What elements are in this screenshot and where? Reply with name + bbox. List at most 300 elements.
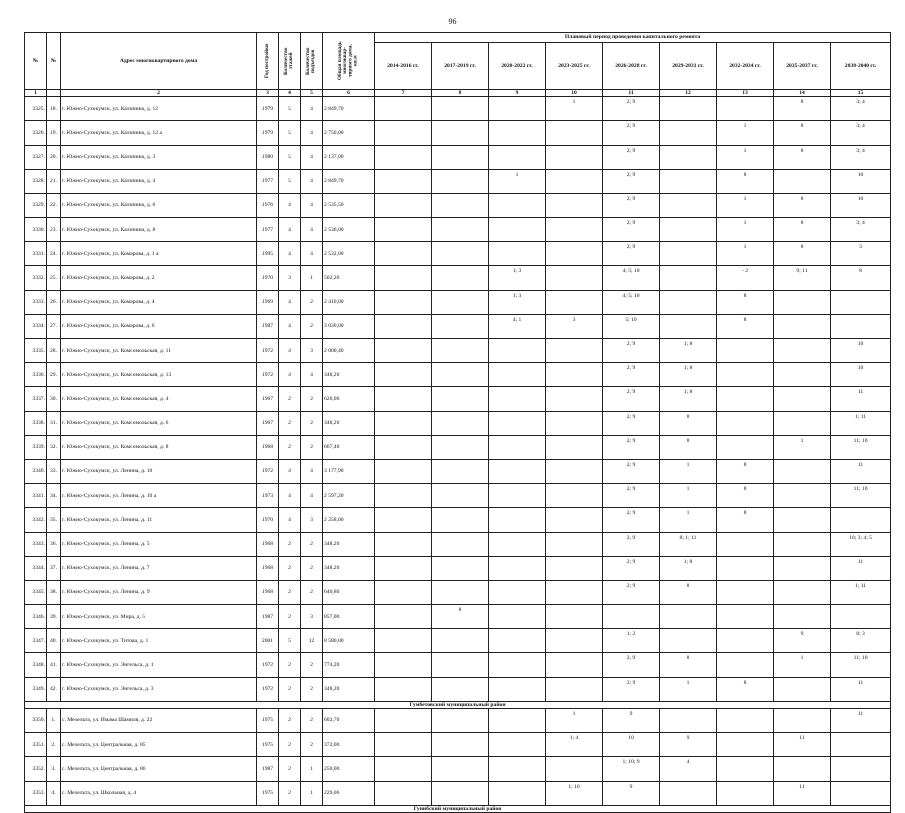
column-number: 15 xyxy=(831,90,891,97)
period-cell xyxy=(774,484,831,508)
period-cell xyxy=(774,363,831,387)
period-cell: 11; 10 xyxy=(831,435,891,459)
address-cell: г. Южно-Сухокумск, ул. Ленина, д. 5 xyxy=(61,532,257,556)
period-cell xyxy=(375,145,432,169)
period-cell xyxy=(489,411,546,435)
entrances-cell: 2 xyxy=(301,653,323,677)
period-cell xyxy=(717,733,774,757)
period-cell xyxy=(375,532,432,556)
period-cell xyxy=(660,629,717,653)
period-cell: 10 xyxy=(831,339,891,363)
year-cell: 1968 xyxy=(257,532,279,556)
floors-cell: 5 xyxy=(279,629,301,653)
area-cell: 2 849,70 xyxy=(323,97,375,121)
period-cell: 8 xyxy=(432,605,489,629)
period-cell xyxy=(489,121,546,145)
address-cell: с. Мехельта, ул. Имама Шамиля, д. 22 xyxy=(61,708,257,732)
row-local-number: 40. xyxy=(47,629,61,653)
period-cell: 1; 4 xyxy=(546,733,603,757)
period-cell xyxy=(432,781,489,805)
period-cell xyxy=(717,556,774,580)
row-local-number: 27. xyxy=(47,314,61,338)
row-number: 3348. xyxy=(25,653,47,677)
period-cell: 1; 3 xyxy=(489,266,546,290)
period-cell xyxy=(432,290,489,314)
period-cell: 4; 5; 10 xyxy=(603,266,660,290)
period-cell xyxy=(774,677,831,701)
table-row xyxy=(25,435,891,459)
header-num-local: № xyxy=(47,33,61,90)
period-cell: 8 xyxy=(774,145,831,169)
header-floors xyxy=(279,33,301,90)
period-cell xyxy=(489,218,546,242)
period-cell: 8 xyxy=(717,459,774,483)
address-cell: г. Южно-Сухокумск, ул. Ленина, д. 7 xyxy=(61,556,257,580)
area-cell: 372,00 xyxy=(323,733,375,757)
period-cell xyxy=(375,411,432,435)
period-cell xyxy=(375,629,432,653)
row-local-number: 41. xyxy=(47,653,61,677)
period-cell: 10 xyxy=(831,169,891,193)
year-cell: 1970 xyxy=(257,266,279,290)
address-cell: г. Южно-Сухокумск, ул. Калинина, д. 4 xyxy=(61,169,257,193)
period-cell: 2; 9 xyxy=(603,508,660,532)
period-cell xyxy=(546,411,603,435)
floors-cell: 2 xyxy=(279,757,301,781)
period-cell xyxy=(375,97,432,121)
column-number xyxy=(47,90,61,97)
entrances-cell: 4 xyxy=(301,169,323,193)
year-cell: 1987 xyxy=(257,757,279,781)
address-cell: г. Южно-Сухокумск, ул. Титова, д. 1 xyxy=(61,629,257,653)
area-cell: 2 532,00 xyxy=(323,242,375,266)
period-cell xyxy=(432,218,489,242)
year-cell: 1975 xyxy=(257,781,279,805)
header-period: 2038-2040 гг. xyxy=(831,43,891,90)
floors-cell: 4 xyxy=(279,242,301,266)
row-number: 3329. xyxy=(25,193,47,217)
floors-cell: 5 xyxy=(279,121,301,145)
period-cell: 1 xyxy=(717,193,774,217)
period-cell xyxy=(717,653,774,677)
year-cell: 1967 xyxy=(257,387,279,411)
entrances-cell: 1 xyxy=(301,266,323,290)
column-number: 9 xyxy=(489,90,546,97)
period-cell xyxy=(831,757,891,781)
column-number: 3 xyxy=(257,90,279,97)
address-cell: г. Южно-Сухокумск, ул. Ленина, д. 9 xyxy=(61,580,257,604)
entrances-cell: 4 xyxy=(301,193,323,217)
year-cell: 1977 xyxy=(257,169,279,193)
period-cell xyxy=(375,121,432,145)
period-cell xyxy=(546,121,603,145)
row-number: 3338. xyxy=(25,411,47,435)
period-cell xyxy=(717,387,774,411)
table-row xyxy=(25,339,891,363)
floors-cell: 2 xyxy=(279,532,301,556)
row-number: 3346. xyxy=(25,605,47,629)
row-local-number: 1. xyxy=(47,708,61,732)
area-cell: 774,20 xyxy=(323,653,375,677)
row-local-number: 22. xyxy=(47,193,61,217)
period-cell xyxy=(774,532,831,556)
period-cell xyxy=(375,556,432,580)
period-cell xyxy=(660,121,717,145)
period-cell: 3; 4 xyxy=(831,218,891,242)
period-cell xyxy=(717,97,774,121)
period-cell xyxy=(375,653,432,677)
period-cell xyxy=(432,339,489,363)
period-cell xyxy=(489,508,546,532)
year-cell: 1970 xyxy=(257,508,279,532)
header-num-total: № xyxy=(25,33,47,90)
area-cell: 2 000,40 xyxy=(323,339,375,363)
address-cell: г. Южно-Сухокумск, ул. Комарова, д. 6 xyxy=(61,314,257,338)
row-local-number: 3. xyxy=(47,757,61,781)
period-cell: 4 xyxy=(660,757,717,781)
section-gumbet xyxy=(25,701,891,708)
row-local-number: 30. xyxy=(47,387,61,411)
row-local-number: 20. xyxy=(47,145,61,169)
area-cell: 2 750,00 xyxy=(323,121,375,145)
period-cell: 9 xyxy=(660,733,717,757)
period-cell xyxy=(375,677,432,701)
period-cell xyxy=(375,218,432,242)
period-cell xyxy=(432,411,489,435)
row-number: 3349. xyxy=(25,677,47,701)
period-cell: 11 xyxy=(774,733,831,757)
entrances-cell: 3 xyxy=(301,605,323,629)
entrances-cell: 2 xyxy=(301,580,323,604)
period-cell xyxy=(432,387,489,411)
address-cell: г. Южно-Сухокумск, ул. Комсомольская, д. 11 xyxy=(61,339,257,363)
area-cell: 2 536,00 xyxy=(323,218,375,242)
address-cell: г. Южно-Сухокумск, ул. Калинина, д. 12 а xyxy=(61,121,257,145)
entrances-cell: 4 xyxy=(301,121,323,145)
period-cell: 2, 9 xyxy=(603,532,660,556)
period-cell xyxy=(546,339,603,363)
area-cell: 626,00 xyxy=(323,387,375,411)
period-cell: 3; 4 xyxy=(831,145,891,169)
table-row xyxy=(25,290,891,314)
period-cell: 8 xyxy=(660,411,717,435)
floors-cell: 2 xyxy=(279,435,301,459)
period-cell: 8 xyxy=(717,508,774,532)
year-cell: 1977 xyxy=(257,218,279,242)
period-cell xyxy=(375,290,432,314)
row-local-number: 35. xyxy=(47,508,61,532)
floors-cell: 2 xyxy=(279,580,301,604)
area-cell: 857,00 xyxy=(323,605,375,629)
period-cell xyxy=(432,653,489,677)
period-cell xyxy=(489,387,546,411)
address-cell: г. Южно-Сухокумск, ул. Комарова, д. 4 xyxy=(61,290,257,314)
table-row xyxy=(25,781,891,805)
table-row xyxy=(25,145,891,169)
period-cell xyxy=(660,290,717,314)
floors-cell: 2 xyxy=(279,708,301,732)
header-period: 2020-2022 гг. xyxy=(489,43,546,90)
period-cell: 1 xyxy=(546,708,603,732)
year-cell: 1987 xyxy=(257,605,279,629)
entrances-cell: 1 xyxy=(301,781,323,805)
entrances-cell: 4 xyxy=(301,484,323,508)
address-cell: г. Южно-Сухокумск, ул. Ленина, д. 11 xyxy=(61,508,257,532)
row-number: 3333. xyxy=(25,290,47,314)
period-cell xyxy=(717,411,774,435)
period-cell: 1; 8 xyxy=(660,556,717,580)
column-number: 4 xyxy=(279,90,301,97)
period-cell xyxy=(432,459,489,483)
header-period: 2029-2031 гг. xyxy=(660,43,717,90)
period-cell xyxy=(774,290,831,314)
area-cell: 2 597,20 xyxy=(323,484,375,508)
header-period: 2032-2034 гг. xyxy=(717,43,774,90)
period-cell: 11; 10 xyxy=(831,484,891,508)
period-cell: 8 xyxy=(774,121,831,145)
period-cell xyxy=(660,145,717,169)
column-number: 10 xyxy=(546,90,603,97)
period-cell: 1; 10; 9 xyxy=(603,757,660,781)
period-cell: 3 xyxy=(546,314,603,338)
column-number-row xyxy=(25,90,891,97)
floors-cell: 5 xyxy=(279,169,301,193)
period-cell: 2, 9 xyxy=(603,653,660,677)
period-cell xyxy=(432,97,489,121)
entrances-cell: 2 xyxy=(301,314,323,338)
period-cell xyxy=(774,508,831,532)
row-number: 3337. xyxy=(25,387,47,411)
table-row xyxy=(25,97,891,121)
period-cell: 11 xyxy=(831,556,891,580)
period-cell: 1; 8 xyxy=(660,339,717,363)
floors-cell: 2 xyxy=(279,733,301,757)
period-cell xyxy=(489,145,546,169)
period-cell xyxy=(375,508,432,532)
entrances-cell: 4 xyxy=(301,218,323,242)
row-number: 3343. xyxy=(25,532,47,556)
row-number: 3342. xyxy=(25,508,47,532)
period-cell xyxy=(774,580,831,604)
period-cell: 2; 9 xyxy=(603,484,660,508)
row-number: 3336. xyxy=(25,363,47,387)
period-cell: 8 xyxy=(774,242,831,266)
floors-cell: 4 xyxy=(279,484,301,508)
row-local-number: 2. xyxy=(47,733,61,757)
period-cell xyxy=(489,733,546,757)
period-cell xyxy=(831,290,891,314)
year-cell: 2001 xyxy=(257,629,279,653)
period-cell: 11 xyxy=(831,677,891,701)
period-cell: 8; 1; 11 xyxy=(660,532,717,556)
row-number: 3352. xyxy=(25,757,47,781)
year-cell: 1980 xyxy=(257,145,279,169)
period-cell xyxy=(375,242,432,266)
row-local-number: 26. xyxy=(47,290,61,314)
header-area xyxy=(323,33,375,90)
table-body-gumbet xyxy=(25,708,891,805)
row-number: 3334. xyxy=(25,314,47,338)
period-cell xyxy=(432,532,489,556)
period-cell: 10 xyxy=(603,733,660,757)
row-number: 3326. xyxy=(25,121,47,145)
floors-cell: 5 xyxy=(279,145,301,169)
year-cell: 1987 xyxy=(257,314,279,338)
year-cell: 1975 xyxy=(257,708,279,732)
address-cell: г. Южно-Сухокумск, ул. Комарова, д. 2 xyxy=(61,266,257,290)
period-cell: 1 xyxy=(546,97,603,121)
period-cell xyxy=(432,193,489,217)
period-cell: 2; 9 xyxy=(603,363,660,387)
header-period: 2017-2019 гг. xyxy=(432,43,489,90)
row-number: 3339. xyxy=(25,435,47,459)
address-cell: с. Мехельта, ул. Центральная, д. 86 xyxy=(61,757,257,781)
period-cell xyxy=(774,757,831,781)
address-cell: г. Южно-Сухокумск, ул. Калинина, д. 6 xyxy=(61,193,257,217)
floors-cell: 4 xyxy=(279,508,301,532)
period-cell xyxy=(660,781,717,805)
period-cell xyxy=(489,242,546,266)
period-cell xyxy=(717,580,774,604)
row-local-number: 31. xyxy=(47,411,61,435)
period-cell xyxy=(432,121,489,145)
table-row xyxy=(25,757,891,781)
period-cell: 8 xyxy=(717,677,774,701)
floors-cell: 2 xyxy=(279,387,301,411)
period-cell xyxy=(831,733,891,757)
area-cell: 250,00 xyxy=(323,757,375,781)
period-cell: 8 xyxy=(774,97,831,121)
row-number: 3325. xyxy=(25,97,47,121)
period-cell xyxy=(432,733,489,757)
table-row xyxy=(25,363,891,387)
period-cell xyxy=(489,556,546,580)
entrances-cell: 2 xyxy=(301,435,323,459)
entrances-cell: 2 xyxy=(301,532,323,556)
period-cell xyxy=(717,339,774,363)
floors-cell: 2 xyxy=(279,556,301,580)
table-row xyxy=(25,266,891,290)
period-cell: 11; 10 xyxy=(831,653,891,677)
period-cell xyxy=(489,363,546,387)
area-cell: 2 849,70 xyxy=(323,169,375,193)
table-row xyxy=(25,708,891,732)
period-cell xyxy=(774,605,831,629)
period-cell: 8 xyxy=(717,169,774,193)
row-local-number: 37. xyxy=(47,556,61,580)
period-cell: 2; 9 xyxy=(603,677,660,701)
period-cell xyxy=(831,781,891,805)
address-cell: г. Южно-Сухокумск, ул. Энгельса, д. 1 xyxy=(61,653,257,677)
column-number: 1 xyxy=(25,90,47,97)
period-cell xyxy=(546,757,603,781)
area-cell: 348,20 xyxy=(323,532,375,556)
row-local-number: 34. xyxy=(47,484,61,508)
period-cell xyxy=(774,708,831,732)
period-cell xyxy=(489,459,546,483)
period-cell: 2; 9 xyxy=(603,121,660,145)
period-cell xyxy=(432,314,489,338)
period-cell: 1; 2 xyxy=(603,629,660,653)
floors-cell: 2 xyxy=(279,781,301,805)
row-local-number: 28. xyxy=(47,339,61,363)
period-cell: 8; 3 xyxy=(831,629,891,653)
period-cell: 9 xyxy=(603,781,660,805)
area-cell: 2 258,00 xyxy=(323,508,375,532)
period-cell xyxy=(375,339,432,363)
address-cell: г. Южно-Сухокумск, ул. Мира, д. 5 xyxy=(61,605,257,629)
year-cell: 1995 xyxy=(257,242,279,266)
area-cell: 640,80 xyxy=(323,580,375,604)
table-row xyxy=(25,605,891,629)
period-cell xyxy=(432,629,489,653)
period-cell xyxy=(717,532,774,556)
floors-cell: 4 xyxy=(279,314,301,338)
period-cell xyxy=(774,411,831,435)
column-number: 5 xyxy=(301,90,323,97)
year-cell: 1972 xyxy=(257,339,279,363)
period-cell: 2; 9 xyxy=(603,97,660,121)
period-cell: 10 xyxy=(831,363,891,387)
period-cell xyxy=(831,314,891,338)
floors-cell: 2 xyxy=(279,605,301,629)
row-number: 3345. xyxy=(25,580,47,604)
period-cell: 1 xyxy=(717,218,774,242)
year-cell: 1968 xyxy=(257,556,279,580)
period-cell xyxy=(774,459,831,483)
period-cell: 9 xyxy=(603,708,660,732)
period-cell: 4; 1 xyxy=(489,314,546,338)
header-period: 2023-2025 гг. xyxy=(546,43,603,90)
period-cell xyxy=(660,169,717,193)
period-cell xyxy=(489,193,546,217)
period-cell xyxy=(546,605,603,629)
header-area-label: Общая площадь многоквар-тирного дома, кв.м xyxy=(337,41,359,81)
column-number: 13 xyxy=(717,90,774,97)
floors-cell: 4 xyxy=(279,218,301,242)
address-cell: г. Южно-Сухокумск, ул. Комарова, д. 1 а xyxy=(61,242,257,266)
floors-cell: 2 xyxy=(279,653,301,677)
period-cell xyxy=(489,677,546,701)
period-cell xyxy=(831,605,891,629)
period-cell: 2; 9 xyxy=(603,169,660,193)
period-cell xyxy=(489,97,546,121)
floors-cell: 2 xyxy=(279,411,301,435)
period-cell xyxy=(774,556,831,580)
period-cell xyxy=(660,218,717,242)
period-cell: 1 xyxy=(717,242,774,266)
period-cell: 11 xyxy=(831,387,891,411)
period-cell xyxy=(489,339,546,363)
floors-cell: 3 xyxy=(279,266,301,290)
floors-cell: 4 xyxy=(279,193,301,217)
period-cell: 8 xyxy=(660,435,717,459)
row-number: 3344. xyxy=(25,556,47,580)
area-cell: 348,20 xyxy=(323,556,375,580)
section-gunib xyxy=(25,805,891,812)
row-local-number: 23. xyxy=(47,218,61,242)
row-number: 3330. xyxy=(25,218,47,242)
period-cell: 1 xyxy=(660,677,717,701)
entrances-cell: 2 xyxy=(301,708,323,732)
address-cell: г. Южно-Сухокумск, ул. Калинина, д. 8 xyxy=(61,218,257,242)
page-number: 96 xyxy=(448,17,457,26)
period-cell xyxy=(375,580,432,604)
period-cell: 3; 4 xyxy=(831,121,891,145)
row-local-number: 29. xyxy=(47,363,61,387)
period-cell xyxy=(546,435,603,459)
period-cell xyxy=(774,339,831,363)
